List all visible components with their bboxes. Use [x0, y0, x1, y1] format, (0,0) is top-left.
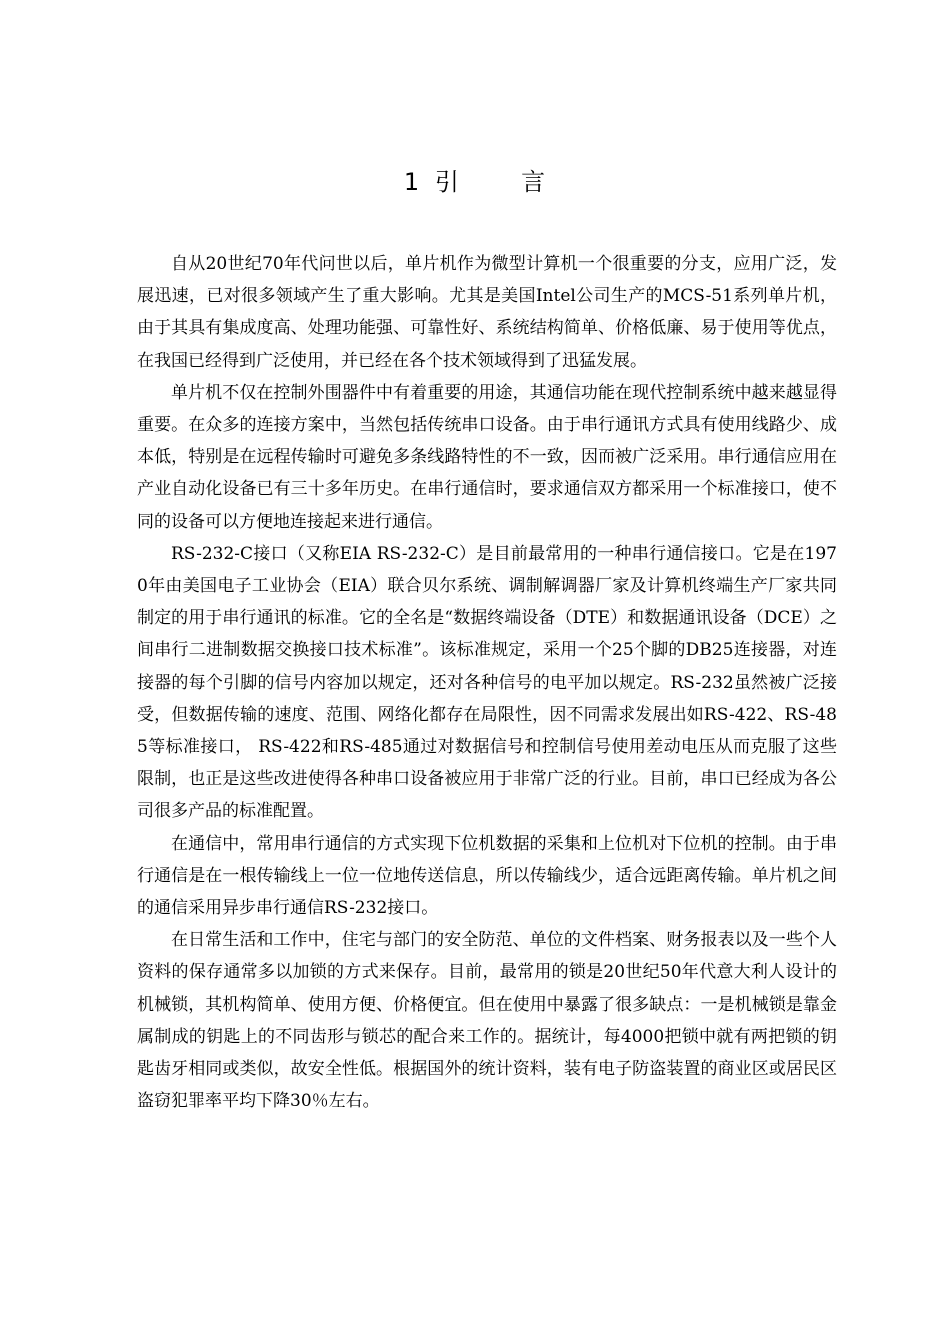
paragraph-lock-security: 在日常生活和工作中，住宅与部门的安全防范、单位的文件档案、财务报表以及一些个人资料的保存通常多以加锁的方式来保存。目前，最常用的锁是20世纪50年代意大利人设计的机械锁，其机构简单、使用方便、价格便宜。但在使用中暴露了很多缺点：一是机械锁是靠金属制成的钥匙上的不同齿形与锁芯的配合来工作的。据统计，每4000把锁中就有两把锁的钥匙齿牙相同或类似，故安全性低。根据国外的统计资料，装有电子防盗装置的商业区或居民区盗窃犯罪率平均下降30％左右。 [137, 930, 837, 1112]
section-heading [0, 166, 950, 198]
body-text [137, 248, 837, 1117]
paragraph-serial-communication: 单片机不仅在控制外围器件中有着重要的用途，其通信功能在现代控制系统中越来越显得重要。在众多的连接方案中，当然包括传统串口设备。由于串行通讯方式具有使用线路少、成本低，特别是在远程传输时可避免多条线路特性的不一致，因而被广泛采用。串行通信应用在产业自动化设备已有三十多年历史。在串行通信时，要求通信双方都采用一个标准接口，使不同的设备可以方便地连接起来进行通信。 [137, 382, 837, 532]
paragraph-rs232-standard: RS-232-C接口（又称EIA RS-232-C）是目前最常用的一种串行通信接口。它是在1970年由美国电子工业协会（EIA）联合贝尔系统、调制解调器厂家及计算机终端生产厂家共同制定的用于串行通讯的标准。它的全名是“数据终端设备（DTE）和数据通讯设备（DCE）之间串行二进制数据交换接口技术标准”。该标准规定，采用一个25个脚的DB25连接器，对连接器的每个引脚的信号内容加以规定，还对各种信号的电平加以规定。RS-232虽然被广泛接受，但数据传输的速度、范围、网络化都存在局限性，因不同需求发展出如RS-422、RS-485等标准接口， RS-422和RS-485通过对数据信号和控制信号使用差动电压从而克服了这些限制，也正是这些改进使得各种串口设备被应用于非常广泛的行业。目前，串口已经成为各公司很多产品的标准配置。 [137, 543, 837, 822]
section-title-char-1: 引 [434, 168, 460, 196]
section-number: 1 [403, 168, 421, 196]
section-title-char-2: 言 [521, 168, 547, 196]
paragraph-mcu-intro: 自从20世纪70年代问世以后，单片机作为微型计算机一个很重要的分支，应用广泛，发展迅速，已对很多领域产生了重大影响。尤其是美国Intel公司生产的MCS-51系列单片机，由于其具有集成度高、处理功能强、可靠性好、系统结构简单、价格低廉、易于使用等优点，在我国已经得到广泛使用，并已经在各个技术领域得到了迅猛发展。 [137, 254, 837, 371]
paragraph-host-slave-communication: 在通信中，常用串行通信的方式实现下位机数据的采集和上位机对下位机的控制。由于串行通信是在一根传输线上一位一位地传送信息，所以传输线少，适合远距离传输。单片机之间的通信采用异步串行通信RS-232接口。 [137, 833, 837, 919]
